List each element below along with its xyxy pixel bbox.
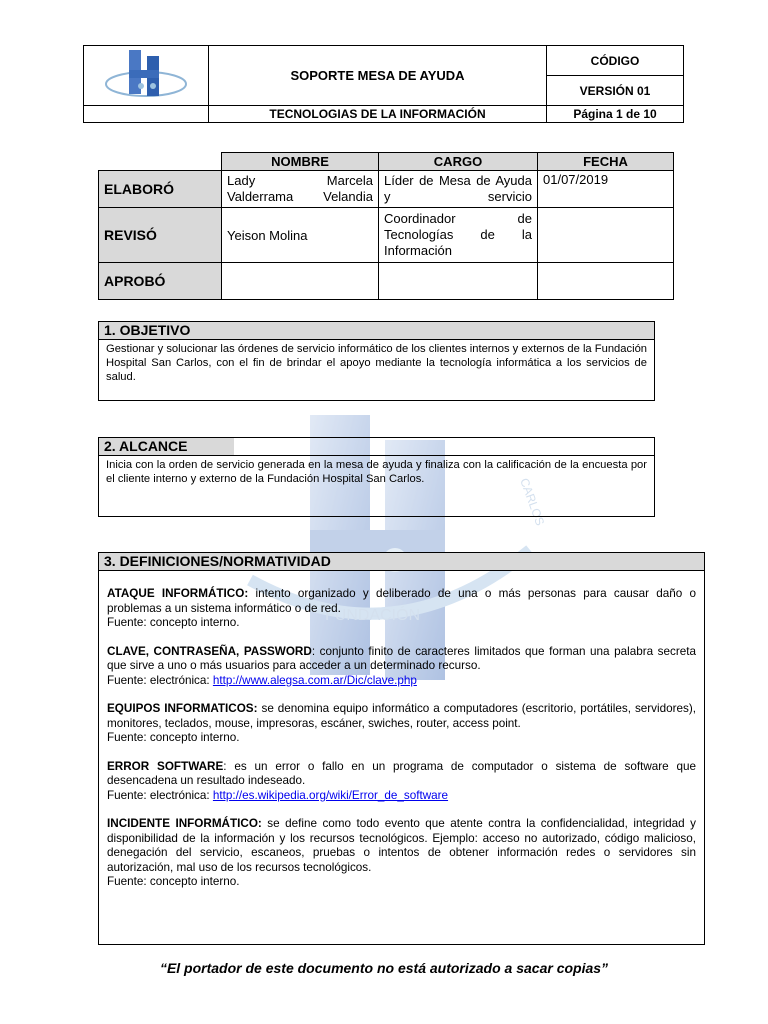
definition-item bbox=[107, 760, 696, 804]
section-title: 1. OBJETIVO bbox=[99, 322, 654, 340]
definition-text: : es un error o fallo en un programa de computador o sistema de software que desencadena un resultado indeseado. bbox=[107, 759, 697, 787]
section-text: Gestionar y solucionar las órdenes de servicio informático de los clientes internos y externos de la Fundación Hospital San Carlos, con el fin de brindar el apoyo mediante la tecnología informática a los servicios de salud. bbox=[106, 343, 648, 383]
header-cargo: CARGO bbox=[379, 153, 538, 171]
cell-fecha bbox=[538, 263, 674, 300]
header-nombre: NOMBRE bbox=[222, 153, 379, 171]
row-label: REVISÓ bbox=[99, 208, 222, 263]
section-alcance bbox=[98, 437, 655, 517]
section-objetivo bbox=[98, 321, 655, 401]
definition-text: se denomina equipo informático a computadores (escritorio, portátiles, servidores), monitores, teclados, mouse, impresoras, escáner, swiches, router, access point. bbox=[107, 702, 696, 730]
document-title: SOPORTE MESA DE AYUDA bbox=[209, 46, 547, 106]
row-label: ELABORÓ bbox=[99, 171, 222, 208]
code-label: CÓDIGO bbox=[547, 46, 684, 76]
definition-source: Fuente: concepto interno. bbox=[107, 616, 240, 629]
source-link[interactable]: http://es.wikipedia.org/wiki/Error_de_software bbox=[212, 788, 449, 802]
section-definiciones bbox=[98, 552, 705, 945]
definition-item bbox=[107, 645, 696, 689]
definition-source: Fuente: concepto interno. bbox=[107, 875, 240, 888]
cell-cargo bbox=[379, 263, 538, 300]
table-row bbox=[99, 171, 674, 208]
definition-item bbox=[107, 702, 696, 746]
section-title: 3. DEFINICIONES/NORMATIVIDAD bbox=[99, 553, 704, 571]
section-text: Inicia con la orden de servicio generada en la mesa de ayuda y finaliza con la calificación de la encuesta por el cliente interno y externo de la Fundación Hospital San Carlos. bbox=[99, 455, 654, 486]
header-fecha: FECHA bbox=[538, 153, 674, 171]
cell-nombre: Yeison Molina bbox=[222, 208, 379, 263]
table-row bbox=[99, 263, 674, 300]
approval-table bbox=[98, 152, 673, 300]
cell-nombre: Lady Marcela Valderrama Velandia bbox=[222, 171, 379, 208]
table-row bbox=[99, 208, 674, 263]
definition-text: se define como todo evento que atente contra la confidencialidad, integridad y disponibilidad de la información y los recursos tecnológicos. Ejemplo: acceso no autorizado, código malicioso, denegación del servicio, escaneos, pruebas o intentos de obtener información redes o servidores sin autorización, mal uso de los recursos tecnológicos. bbox=[107, 817, 697, 874]
definition-term: ERROR SOFTWARE bbox=[107, 759, 224, 773]
version-label: VERSIÓN 01 bbox=[547, 76, 684, 106]
header-logo-cell bbox=[84, 46, 209, 106]
definition-text: : conjunto finito de caracteres limitados que forman una palabra secreta que sirve a uno o más usuarios para acceder a un determinado recurso. bbox=[107, 644, 697, 672]
cell-cargo: Líder de Mesa de Ayuda y servicio bbox=[379, 171, 538, 208]
definition-source: Fuente: electrónica: bbox=[107, 673, 213, 687]
definition-term: EQUIPOS INFORMATICOS: bbox=[107, 702, 258, 715]
document-subtitle: TECNOLOGIAS DE LA INFORMACIÓN bbox=[209, 106, 547, 123]
definition-term: CLAVE, CONTRASEÑA, PASSWORD bbox=[107, 644, 312, 658]
cell-fecha bbox=[538, 208, 674, 263]
source-link[interactable]: http://www.alegsa.com.ar/Dic/clave.php bbox=[212, 673, 417, 687]
definition-term: ATAQUE INFORMÁTICO: bbox=[107, 587, 249, 600]
definition-text: intento organizado y deliberado de una o más personas para causar daño o problemas a un sistema informático o de red. bbox=[107, 587, 697, 615]
fundacion-hospital-logo-icon bbox=[101, 46, 191, 102]
definition-item bbox=[107, 587, 696, 631]
definition-source: Fuente: electrónica: bbox=[107, 788, 213, 802]
definition-term: INCIDENTE INFORMÁTICO: bbox=[107, 817, 262, 830]
cell-cargo: Coordinador de Tecnologías de la Información bbox=[379, 208, 538, 263]
page-number: Página 1 de 10 bbox=[547, 106, 684, 123]
definition-source: Fuente: concepto interno. bbox=[107, 731, 240, 744]
watermark-text-arc: CARLOS bbox=[517, 476, 548, 528]
cell-fecha: 01/07/2019 bbox=[538, 171, 674, 208]
row-label: APROBÓ bbox=[99, 263, 222, 300]
definition-item bbox=[107, 817, 696, 890]
cell-nombre bbox=[222, 263, 379, 300]
section-title: 2. ALCANCE bbox=[99, 438, 234, 456]
watermark-text-bottom: FUNDACIÓN bbox=[325, 607, 421, 624]
document-header bbox=[83, 45, 683, 121]
footer-notice: “El portador de este documento no está autorizado a sacar copias” bbox=[159, 960, 609, 976]
